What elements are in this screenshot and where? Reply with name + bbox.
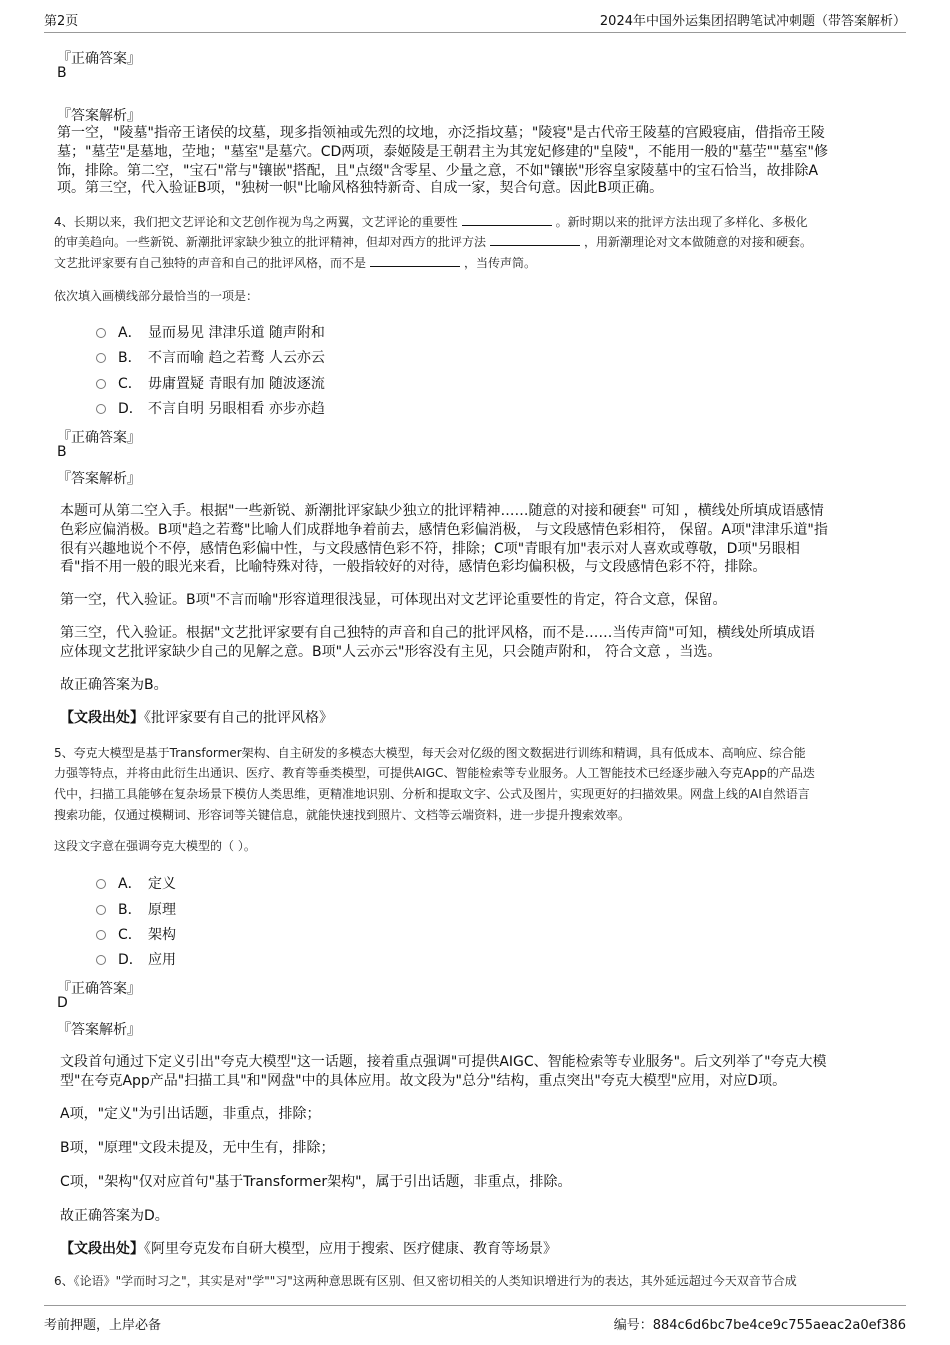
analysis-line: 文段首句通过下定义引出"夸克大模型"这一话题，接着重点强调"可提供AIGC、智能检索等专业服务"。后文列举了"夸克大模 <box>60 1054 827 1070</box>
analysis-line: 第三空，代入验证。根据"文艺批评家要有自己独特的声音和自己的批评风格，而不是……当传声筒"可知，横线处所填成语 <box>60 625 815 641</box>
correct-answer: D <box>57 995 68 1011</box>
radio-icon[interactable] <box>96 955 106 965</box>
option-b[interactable]: B． 原理 <box>96 899 176 919</box>
correct-answer-label: 『正确答案』 <box>57 51 141 67</box>
header-divider <box>44 32 906 33</box>
correct-answer: B <box>57 444 67 460</box>
question-4-line: 文艺批评家要有自己独特的声音和自己的批评风格，而不是 ，当传声筒。 <box>54 256 537 270</box>
question-5-line: 力强等特点，并将由此衍生出通识、医疗、教育等垂类模型，可提供AIGC、智能检索等专业服务。人工智能技术已经逐步融入夸克App的产品迭 <box>54 766 815 780</box>
option-d[interactable]: D． 应用 <box>96 949 176 969</box>
radio-icon[interactable] <box>96 379 106 389</box>
analysis-line: 第一空，"陵墓"指帝王诸侯的坟墓，现多指领袖或先烈的坟地，亦泛指坟墓；"陵寝"是古代帝王陵墓的宫殿寝庙，借指帝王陵 <box>57 125 825 141</box>
analysis-line: 饰，排除。第二空，"宝石"常与"镶嵌"搭配，且"点缀"含零星、少量之意，不如"镶嵌"形容皇家陵墓中的宝石恰当，故排除A <box>57 163 819 179</box>
question-4-line: 的审美趋向。一些新锐、新潮批评家缺少独立的批评精神，但却对西方的批评方法 ，用新潮理论对文本做随意的对接和硬套。 <box>54 235 813 249</box>
question-4-line: 4、长期以来，我们把文艺评论和文艺创作视为鸟之两翼，文艺评论的重要性 。新时期以来的批评方法出现了多样化、多极化 <box>54 215 808 229</box>
analysis-line: 色彩应偏消极。B项"趋之若鹜"比喻人们成群地争着前去，感情色彩偏消极， 与文段感情色彩相符， 保留。A项"津津乐道"指 <box>60 522 828 538</box>
footer-slogan: 考前押题，上岸必备 <box>44 1318 162 1333</box>
footer-divider <box>44 1305 906 1306</box>
source: 【文段出处】《批评家要有自己的批评风格》 <box>60 710 333 726</box>
radio-icon[interactable] <box>96 328 106 338</box>
radio-icon[interactable] <box>96 353 106 363</box>
option-c[interactable]: C． 毋庸置疑 青眼有加 随波逐流 <box>96 373 325 393</box>
correct-answer: B <box>57 65 67 81</box>
analysis-line: 看"指不用一般的眼光来看，比喻特殊对待，一般指较好的对待，感情色彩均偏积极，与文段感情色彩不符，排除。 <box>60 559 767 575</box>
question-prompt: 依次填入画横线部分最恰当的一项是： <box>54 289 259 303</box>
blank-3 <box>370 266 460 267</box>
option-a[interactable]: A． 定义 <box>96 873 176 893</box>
option-b[interactable]: B． 不言而喻 趋之若鹜 人云亦云 <box>96 347 325 367</box>
blank-1 <box>462 225 552 226</box>
analysis-line: A项，"定义"为引出话题，非重点，排除； <box>60 1106 321 1122</box>
document-code: 编号：884c6d6bc7be4ce9c755aeac2a0ef386 <box>613 1318 906 1333</box>
analysis-label: 『答案解析』 <box>57 1022 141 1038</box>
question-prompt: 这段文字意在强调夸克大模型的（ ）。 <box>54 839 256 853</box>
radio-icon[interactable] <box>96 879 106 889</box>
conclusion: 故正确答案为B。 <box>60 677 168 693</box>
option-c[interactable]: C． 架构 <box>96 924 176 944</box>
question-5-line: 代中，扫描工具能够在复杂场景下模仿人类思维，更精准地识别、分析和提取文字、公式及图片，实现更好的扫描效果。网盘上线的AI自然语言 <box>54 787 810 801</box>
page-number: 第2页 <box>44 14 79 29</box>
conclusion: 故正确答案为D。 <box>60 1208 169 1224</box>
radio-icon[interactable] <box>96 905 106 915</box>
question-5-line: 搜索功能，仅通过模糊词、形容词等关键信息，就能快速找到照片、文档等云端资料，进一步提升搜索效率。 <box>54 808 631 822</box>
document-title: 2024年中国外运集团招聘笔试冲刺题（带答案解析） <box>599 14 906 29</box>
question-5-line: 5、夸克大模型是基于Transformer架构、自主研发的多模态大模型，每天会对亿级的图文数据进行训练和精调，具有低成本、高响应、综合能 <box>54 746 806 760</box>
blank-2 <box>490 245 580 246</box>
correct-answer-label: 『正确答案』 <box>57 981 141 997</box>
analysis-line: B项，"原理"文段未提及，无中生有，排除； <box>60 1140 335 1156</box>
question-6-line: 6、《论语》"学而时习之"，其实是对"学""习"这两种意思既有区别、但又密切相关的人类知识增进行为的表达，其外延远超过今天双音节合成 <box>54 1274 797 1288</box>
analysis-line: 本题可从第二空入手。根据"一些新锐、新潮批评家缺少独立的批评精神……随意的对接和硬套" 可知 ，横线处所填成语感情 <box>60 503 824 519</box>
option-d[interactable]: D． 不言自明 另眼相看 亦步亦趋 <box>96 398 325 418</box>
analysis-line: 很有兴趣地说个不停，感情色彩偏中性，与文段感情色彩不符，排除；C项"青眼有加"表示对人喜欢或尊敬，D项"另眼相 <box>60 541 800 557</box>
analysis-label: 『答案解析』 <box>57 108 141 124</box>
correct-answer-label: 『正确答案』 <box>57 430 141 446</box>
analysis-line: C项，"架构"仅对应首句"基于Transformer架构"，属于引出话题，非重点，排除。 <box>60 1174 572 1190</box>
analysis-line: 型"在夸克App产品"扫描工具"和"网盘"中的具体应用。故文段为"总分"结构，重点突出"夸克大模型"应用，对应D项。 <box>60 1073 787 1089</box>
analysis-label: 『答案解析』 <box>57 471 141 487</box>
option-a[interactable]: A． 显而易见 津津乐道 随声附和 <box>96 322 325 342</box>
analysis-line: 应体现文艺批评家缺少自己的见解之意。B项"人云亦云"形容没有主见，只会随声附和， 符合文意 ，当选。 <box>60 644 722 660</box>
radio-icon[interactable] <box>96 930 106 940</box>
radio-icon[interactable] <box>96 404 106 414</box>
source: 【文段出处】《阿里夸克发布自研大模型，应用于搜索、医疗健康、教育等场景》 <box>60 1241 557 1257</box>
analysis-line: 第一空，代入验证。B项"不言而喻"形容道理很浅显，可体现出对文艺评论重要性的肯定，符合文意，保留。 <box>60 592 727 608</box>
analysis-line: 墓；"墓茔"是墓地，茔地；"墓室"是墓穴。CD两项，泰姬陵是王朝君主为其宠妃修建的"皇陵"，不能用一般的"墓茔""墓室"修 <box>57 144 828 160</box>
analysis-line: 项。第三空，代入验证B项，"独树一帜"比喻风格独特新奇、自成一家，契合句意。因此B项正确。 <box>57 180 664 196</box>
